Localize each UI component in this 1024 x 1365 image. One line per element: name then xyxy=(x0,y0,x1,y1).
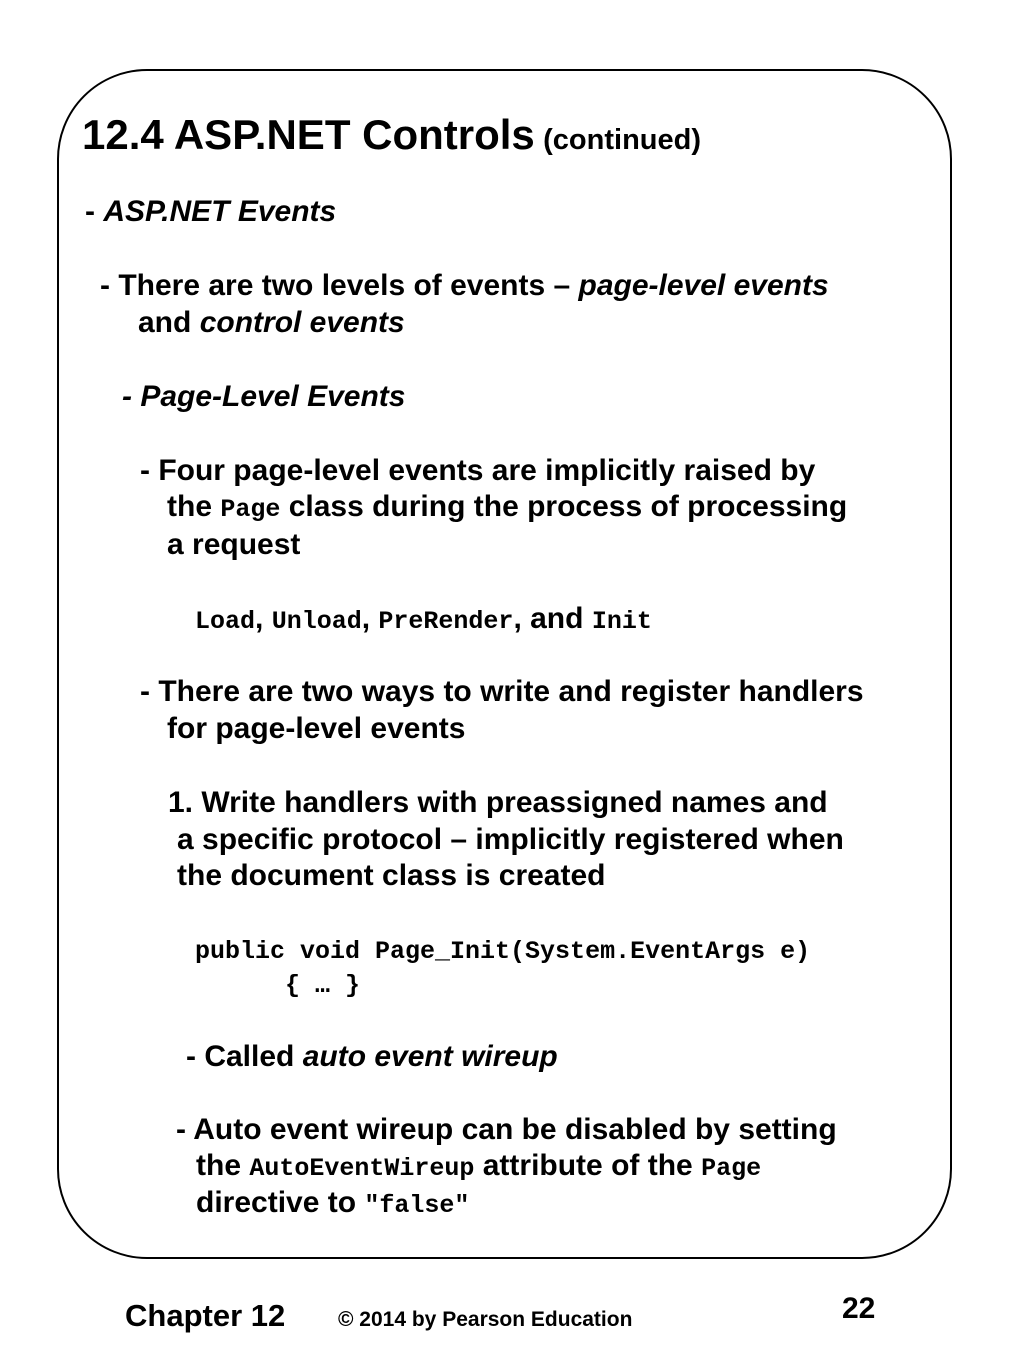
p2-code-page: Page xyxy=(220,495,281,524)
p1-text-c: and xyxy=(138,306,192,339)
section-heading xyxy=(85,197,336,227)
p3-line1: - There are two ways to write and register handlers xyxy=(140,675,864,708)
slide-frame xyxy=(57,69,952,1259)
p6-text-b: attribute of the xyxy=(482,1149,693,1182)
slide-title xyxy=(82,111,701,158)
events-list xyxy=(195,604,652,634)
p1-text-a: - There are two levels of events – xyxy=(100,269,571,302)
p1-text-b: page-level events xyxy=(578,269,829,302)
p6-code-autoeventwireup: AutoEventWireup xyxy=(249,1154,475,1183)
event-load: Load xyxy=(195,607,256,636)
event-and: and xyxy=(530,602,584,635)
p6-code-page: Page xyxy=(701,1154,762,1183)
p2-line3: a request xyxy=(167,528,301,561)
p1-text-d: control events xyxy=(199,306,405,339)
p6-line1: - Auto event wireup can be disabled by setting xyxy=(176,1113,837,1146)
page-number: 22 xyxy=(842,1292,876,1325)
p4-line2: a specific protocol – implicitly registered when xyxy=(177,823,844,856)
p2-text-b: class during the process of processing xyxy=(288,490,848,523)
p6-line2 xyxy=(196,1151,761,1181)
title-suffix: (continued) xyxy=(543,124,701,156)
p2-line2 xyxy=(167,492,847,522)
event-comma: , xyxy=(513,602,522,635)
section-dash: - xyxy=(85,195,95,228)
p3-line2: for page-level events xyxy=(167,712,466,745)
code-line2: { … } xyxy=(285,971,361,1000)
event-comma: , xyxy=(255,602,264,635)
p5-line xyxy=(186,1042,558,1072)
p5-text-a: - Called xyxy=(186,1040,295,1073)
p6-text-directive: directive to xyxy=(196,1186,357,1219)
p4-line1: 1. Write handlers with preassigned names and xyxy=(168,786,828,819)
event-unload: Unload xyxy=(271,607,362,636)
p2-text-a: the xyxy=(167,490,212,523)
event-prerender: PreRender xyxy=(378,607,514,636)
p1-line2 xyxy=(138,308,405,338)
title-text: 12.4 ASP.NET Controls xyxy=(82,111,535,158)
section-text: ASP.NET Events xyxy=(103,195,337,228)
sub-heading: - Page-Level Events xyxy=(122,380,406,413)
p5-text-b: auto event wireup xyxy=(302,1040,558,1073)
p6-text-a: the xyxy=(196,1149,241,1182)
footer-copyright: © 2014 by Pearson Education xyxy=(338,1308,633,1331)
p4-line3: the document class is created xyxy=(177,859,606,892)
code-line1: public void Page_Init(System.EventArgs e) xyxy=(195,937,811,966)
footer-chapter: Chapter 12 xyxy=(125,1298,286,1333)
p6-code-false: "false" xyxy=(364,1191,470,1220)
event-comma: , xyxy=(361,602,371,635)
p1-line1 xyxy=(100,271,829,301)
p6-line3 xyxy=(196,1188,469,1218)
event-init: Init xyxy=(591,607,652,636)
p2-line1: - Four page-level events are implicitly raised by xyxy=(140,454,816,487)
